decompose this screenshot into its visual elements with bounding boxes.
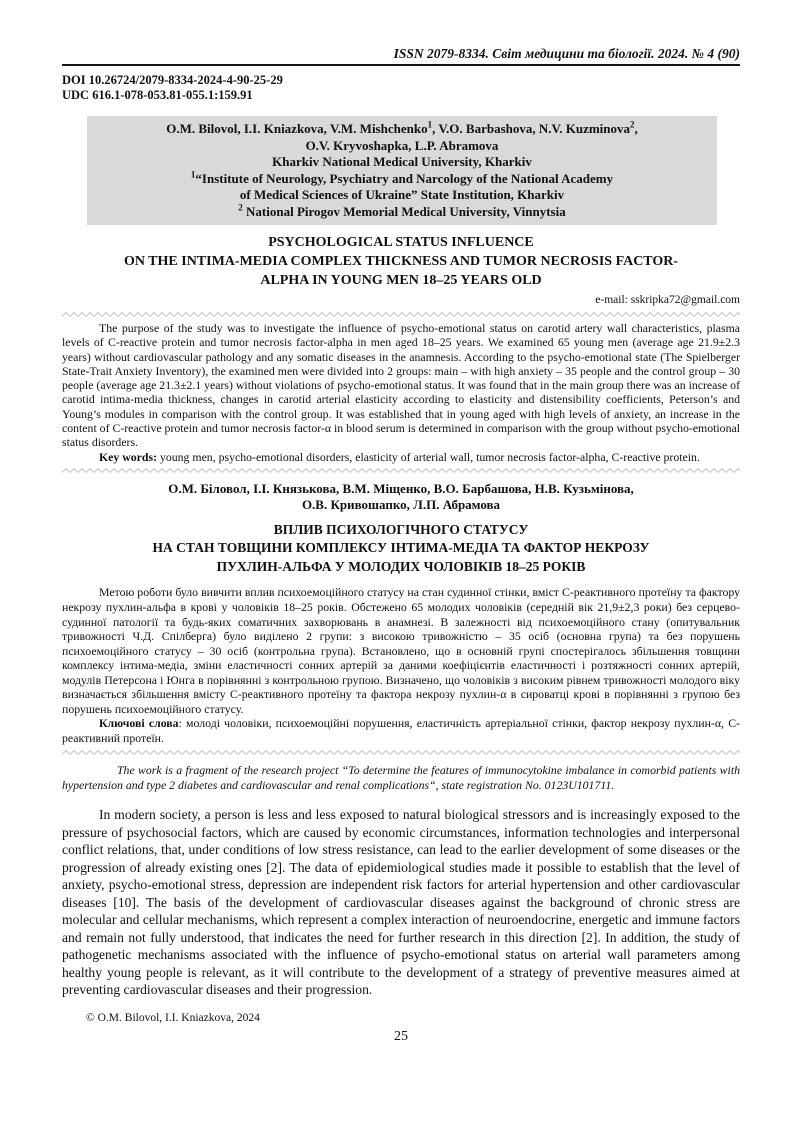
authors-line-1: [97, 121, 707, 138]
article-title-ua: [62, 521, 740, 577]
zigzag-divider: [62, 749, 740, 756]
article-title-en-line-1: PSYCHOLOGICAL STATUS INFLUENCE: [268, 235, 534, 250]
header-rule: [62, 64, 740, 66]
affiliation-superscript-2: 2: [630, 119, 635, 130]
keywords-en-label: Key words:: [99, 449, 157, 464]
abstract-en: [62, 321, 740, 464]
article-body-paragraph: In modern society, a person is less and less exposed to natural biological stressors and is increasingly exposed to the pressure of psychosocial factors, which are caused by economic circumstances, information technologies and interpersonal conflict relations, that, under conditions of low stress resistance, can lead to the earlier development of some diseases or the progression of already existing ones [2]. The data of epidemiological studies made it possible to establish that the level of anxiety, psycho-emotional stress, depression are independent risk factors for arterial hypertension and other cardiovascular diseases [10]. The basis of the development of cardiovascular diseases against the background of chronic stress are molecular and cellular mechanisms, which represent a complex interaction of neuroendocrine, energetic and immune factors and remain not fully understood, that indicates the need for further research in this direction [2]. In addition, the study of pathogenetic mechanisms associated with the influence of psycho-emotional status on arterial wall parameters among healthy young people is relevant, as it will contribute to the development of a strategy of preventive measures aimed at preventing cardiovascular diseases and their progression.: [62, 807, 740, 998]
keywords-ua: [62, 716, 740, 745]
authors-block-ua: [62, 481, 740, 514]
abstract-ua-body: Метою роботи було вивчити вплив психоемоційного статусу на стан судинної стінки, вміст С-реактивного протеїну та фактору некрозу пухлин-альфа в крові у чоловіків 18–25 років. Обстежено 65 молодих чоловіків (середній вік 21,9±2,3 роки) без серцево-судинної патології та будь-яких соматичних захворювань в анамнезі. В залежності від психоемоційного стану (опитувальник тривожності Ч.Д. Спілберга) було виділено 2 групи: з високою тривожністю – 35 осіб (основна група) та без порушень психоемоційного статусу – 30 осіб (контрольна група). Встановлено, що в основній групі спостерігалось збільшення товщини комплексу інтима-медіа, зміни еластичності сонних артерій за даними коефіцієнтів еластичності і розтяжності сонних артерій, модулів Петерсона і Юнга в порівнянні з контрольною групою. Визначено, що чоловіків з високим рівнем тривожності молодого віку визначається збільшення вмісту С-реактивного протеїну та фактора некрозу пухлин-α в сироватці крові в порівнянні з групою без порушень психоемоційного статусу.: [62, 585, 740, 716]
affiliation-line-4: [97, 204, 707, 221]
abstract-en-body: The purpose of the study was to investigate the influence of psycho-emotional status on carotid artery wall characteristics, plasma levels of C-reactive protein and tumor necrosis factor-alpha in men aged 18–25 years. We examined 65 young men (average age 21.9±2.3 years) without cardiovascular pathology and any somatic diseases in the anamnesis. According to the psycho-emotional state (The Spielberger State-Trait Anxiety Inventory), the examined men were divided into 2 groups: main – with high anxiety – 35 people and the control group – 30 people (average age 21.3±2.1 years) without violations of psycho-emotional status. It was found that in the main group there was an increase of carotid intima-media thickness, changes in carotid arterial elasticity according to elasticity and distensibility coefficients, Peterson’s and Young’s modules in comparison with the control group. It was established that in young aged with high levels of anxiety, an increase in the content of C-reactive protein and tumor necrosis factor-α in blood serum is determined in comparison with the group without psycho-emotional status disorders.: [62, 321, 740, 450]
contact-email: e-mail: sskripka72@gmail.com: [595, 294, 740, 306]
affiliation-line-2-text: “Institute of Neurology, Psychiatry and Narcology of the National Academy: [195, 170, 614, 186]
zigzag-divider: [62, 311, 740, 318]
copyright-line: © O.M. Bilovol, I.I. Kniazkova, 2024: [86, 1011, 260, 1024]
abstract-ua: [62, 585, 740, 745]
article-title-ua-line-3: ПУХЛИН-АЛЬФА У МОЛОДИХ ЧОЛОВІКІВ 18–25 РОКІВ: [216, 558, 586, 574]
affiliation-line-3: of Medical Sciences of Ukraine” State Institution, Kharkiv: [239, 187, 565, 202]
article-title-en-line-2: ON THE INTIMA-MEDIA COMPLEX THICKNESS AND TUMOR NECROSIS FACTOR-: [123, 254, 679, 269]
udc-line: UDC 616.1-078-053.81-055.1:159.91: [62, 87, 253, 102]
research-project-note: The work is a fragment of the research project “To determine the features of immunocytokine imbalance in comorbid patients with hypertension and type 2 diabetes and cardiovascular and renal complications“, state registration No. 0123U101711.: [62, 763, 740, 792]
authors-ua-line-2: О.В. Кривошапко, Л.П. Абрамова: [301, 497, 501, 513]
article-title-ua-line-2: НА СТАН ТОВЩИНИ КОМПЛЕКСУ ІНТИМА-МЕДІА ТА ФАКТОР НЕКРОЗУ: [152, 540, 650, 556]
affiliation-marker-2: 2: [238, 202, 243, 213]
authors-line-1-text: O.M. Bilovol, I.I. Kniazkova, V.M. Mishchenko: [166, 121, 428, 136]
doi-line: DOI 10.26724/2079-8334-2024-4-90-25-29: [62, 73, 283, 87]
affiliation-line-1: Kharkiv National Medical University, Kharkiv: [272, 154, 532, 169]
affiliation-superscript-1: 1: [427, 119, 433, 130]
keywords-ua-label: Ключові слова: [99, 716, 179, 731]
affiliation-line-4-text: National Pirogov Memorial Medical University, Vinnytsia: [242, 203, 566, 219]
keywords-en: [62, 450, 740, 464]
article-title-en-line-3: ALPHA IN YOUNG MEN 18–25 YEARS OLD: [260, 273, 542, 288]
article-title-en: [62, 233, 740, 290]
journal-issn-header: ISSN 2079-8334. Світ медицини та біології. 2024. № 4 (90): [393, 46, 740, 61]
affiliation-line-2: [97, 171, 707, 188]
authors-line-1-text-c: ,: [634, 121, 638, 136]
keywords-en-text: young men, psycho-emotional disorders, elasticity of arterial wall, tumor necrosis factor-alpha, C-reactive protein.: [157, 449, 700, 464]
authors-line-1-text-b: , V.O. Barbashova, N.V. Kuzminova: [432, 121, 631, 136]
authors-affiliations-block-en: [87, 116, 717, 225]
zigzag-divider: [62, 467, 740, 474]
authors-ua-line-1: О.М. Біловол, І.І. Князькова, В.М. Міщенко, В.О. Барбашова, Н.В. Кузьмінова,: [168, 480, 634, 496]
page-number: 25: [394, 1028, 408, 1044]
affiliation-marker-1: 1: [190, 169, 196, 180]
authors-line-2: O.V. Kryvoshapka, L.P. Abramova: [305, 137, 499, 153]
keywords-ua-text: : молоді чоловіки, психоемоційні порушення, еластичність артеріальної стінки, фактор некрозу пухлин-α, С-реактивний протеїн.: [62, 716, 740, 745]
article-title-ua-line-1: ВПЛИВ ПСИХОЛОГІЧНОГО СТАТУСУ: [273, 521, 529, 537]
article-codes: [62, 73, 740, 102]
